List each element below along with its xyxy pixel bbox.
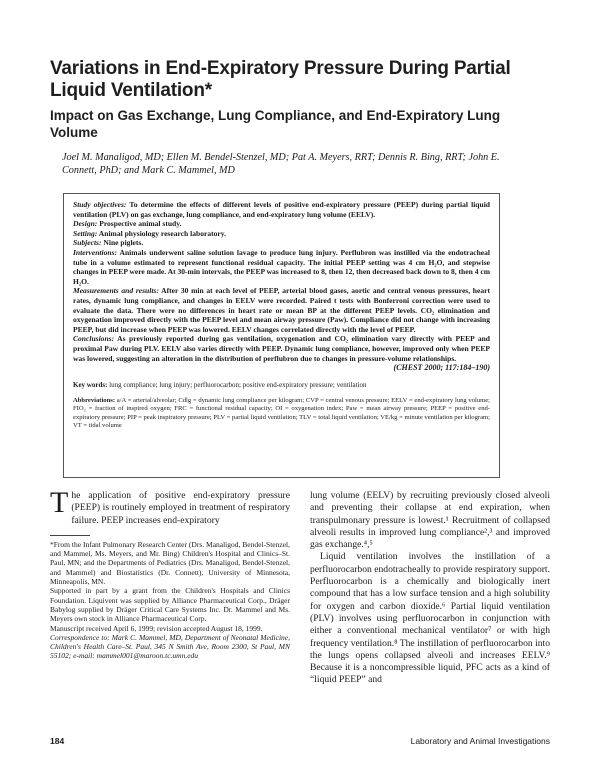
abbreviations-label: Abbreviations: xyxy=(73,396,116,404)
journal-citation: (CHEST 2000; 117:184–190) xyxy=(393,363,490,373)
intro-text: he application of positive end-expiratory pressure (PEEP) is routinely employed in treatment of respiratory failure. PEEP increases end-expiratory xyxy=(71,490,290,526)
footnote-affiliation: *From the Infant Pulmonary Research Center (Drs. Manaligod, Bendel-Stenzel, and Mammel, Ms. Meyers, and Mr. Bing) Children's Hospital and Clinics–St. Paul, MN; and the Departments of Pediatrics (Drs. Manaligod, Bendel-Stenzel, and Mammel) and Biostatistics (Dr. Connett), University of Minnesota, Minneapolis, MN. xyxy=(50,539,290,587)
abstract-study-objectives xyxy=(73,200,490,219)
page-number: 184 xyxy=(50,736,65,746)
keywords-label: Key words: xyxy=(73,380,108,389)
study-objectives-label: Study objectives: xyxy=(73,200,127,209)
abstract-box xyxy=(63,193,500,478)
abstract-subjects xyxy=(73,238,490,248)
interventions-text: Animals underwent saline solution lavage to produce lung injury. Perflubron was instilled via the endotracheal tube in a volume estimated to represent functional residual capacity. The initial PEEP setting was 4 cm H₂O, and stepwise changes in PEEP were made. At 30-min intervals, the PEEP was increased to 8, then 12, then decreased back down to 8, then 4 cm H₂O. xyxy=(73,247,490,286)
section-name: Laboratory and Animal Investigations xyxy=(410,736,550,746)
footnote-support: Supported in part by a grant from the Children's Hospitals and Clinics Foundation. Liquivent was supplied by Alliance Pharmaceutical Corp., Dräger Babylog supplied by Dräger Critical Care Systems Inc. Dr. Mammel and Ms. Meyers own stock in Alliance Pharmaceutical Corp. xyxy=(50,586,290,624)
abbreviations-text: a/A = arterial/alveolar; Cdlg = dynamic lung compliance per kilogram; CVP = central venous pressure; EELV = end-expiratory lung volume; FIO₂ = fraction of inspired oxygen; FRC = functional residual capacity; OI = oxygenation index; Paw = mean airway pressure; PEEP = positive end-expiratory pressure; PIP = peak inspiratory pressure; PLV = partial liquid ventilation; TLV = total liquid ventilation; VE/kg = minute ventilation per kilogram; VT = tidal volume xyxy=(73,396,490,429)
setting-text: Animal physiology research laboratory. xyxy=(97,228,226,238)
body-paragraph-2: Liquid ventilation involves the instillation of a perfluorocarbon endotracheally to provide respiratory support. Perfluorocarbon is a chemically and biologically inert compound that has a low surface tension and a high solubility for oxygen and carbon dioxide.⁶ Partial liquid ventilation (PLV) involves using perfluorocarbon in conjunction with either a conventional mechanical ventilator⁷ or with high frequency ventilation.⁸ The instillation of perfluorocarbon into the lungs opens collapsed alveoli and increases EELV.⁹ Because it is a noncompressible liquid, PFC acts as a kind of “liquid PEEP” and xyxy=(310,551,551,686)
conclusions-label: Conclusions: xyxy=(73,334,115,344)
footnote-correspondence: Correspondence to: Mark C. Mammel, MD, Department of Neonatal Medicine, Children's Health Care–St. Paul, 345 N Smith Ave, Room 2300, St Paul, MN 55102; e-mail: mammel001@maroon.tc.umn.edu xyxy=(50,632,290,661)
footnote-divider xyxy=(50,535,90,536)
abstract-body xyxy=(73,200,490,363)
setting-label: Setting: xyxy=(73,228,98,238)
intro-paragraph xyxy=(50,486,290,527)
author-list: Joel M. Manaligod, MD; Ellen M. Bendel-Stenzel, MD; Pat A. Meyers, RRT; Dennis R. Bing, RRT; John E. Connett, PhD; and Mark C. Mammel, MD xyxy=(62,152,500,176)
footnotes xyxy=(50,540,290,661)
design-label: Design: xyxy=(73,219,98,229)
interventions-label: Interventions: xyxy=(73,247,118,257)
abstract-setting xyxy=(73,229,490,239)
drop-cap: T xyxy=(50,486,69,519)
measurements-label: Measurements and results: xyxy=(73,286,159,296)
body-paragraph-1: lung volume (EELV) by recruiting previously closed alveoli and preventing their collapse at end expiration, when transpulmonary pressure is lowest.¹ Recruitment of collapsed alveoli results in improved lung compliance²,³ and improved gas exchange.⁴,⁵ xyxy=(310,490,550,551)
left-column xyxy=(50,486,290,661)
design-text: Prospective animal study. xyxy=(97,219,182,229)
article-subtitle: Impact on Gas Exchange, Lung Compliance, and End-Expiratory Lung Volume xyxy=(50,108,501,140)
abstract-measurements xyxy=(73,286,490,334)
measurements-text: After 30 min at each level of PEEP, arterial blood gases, aortic and central venous pressures, heart rates, dynamic lung compliance, and changes in EELV were recorded. Paired t tests with Bonferroni correction were used to evaluate the data. There were no differences in heart rate or mean BP at the different PEEP levels. CO₂ elimination and oxygenation improved directly with the PEEP level and mean airway pressure (Paw). Compliance did not change with increasing PEEP, but did increase when PEEP was lowered. EELV changes correlated directly with the level of PEEP. xyxy=(73,286,490,334)
footnote-manuscript: Manuscript received April 6, 1999; revision accepted August 18, 1999. xyxy=(50,623,263,633)
abstract-design xyxy=(73,219,490,229)
study-objectives-text: To determine the effects of different levels of positive end-expiratory pressure (PEEP) during partial liquid ventilation (PLV) on gas exchange, lung compliance, and end-expiratory lung volume (EELV). xyxy=(73,200,490,219)
subjects-text: Nine piglets. xyxy=(101,238,144,248)
keywords-text: lung compliance; lung injury; perfluorocarbon; positive end-expiratory pressure; ventilation xyxy=(107,380,367,389)
right-column xyxy=(310,490,550,687)
abbreviations xyxy=(73,397,490,431)
subjects-label: Subjects: xyxy=(73,238,102,248)
article-title: Variations in End-Expiratory Pressure During Partial Liquid Ventilation* xyxy=(50,58,511,101)
abstract-interventions xyxy=(73,248,490,286)
keywords xyxy=(73,381,490,390)
abstract-conclusions xyxy=(73,334,490,363)
conclusions-text: As previously reported during gas ventilation, oxygenation and CO₂ elimination vary directly with PEEP and proximal Paw during PLV. EELV also varies directly with PEEP. Dynamic lung compliance, however, improved only when PEEP was lowered, suggesting an alteration in the distribution of perflubron due to changes in pressure-volume relationships. xyxy=(73,334,490,363)
